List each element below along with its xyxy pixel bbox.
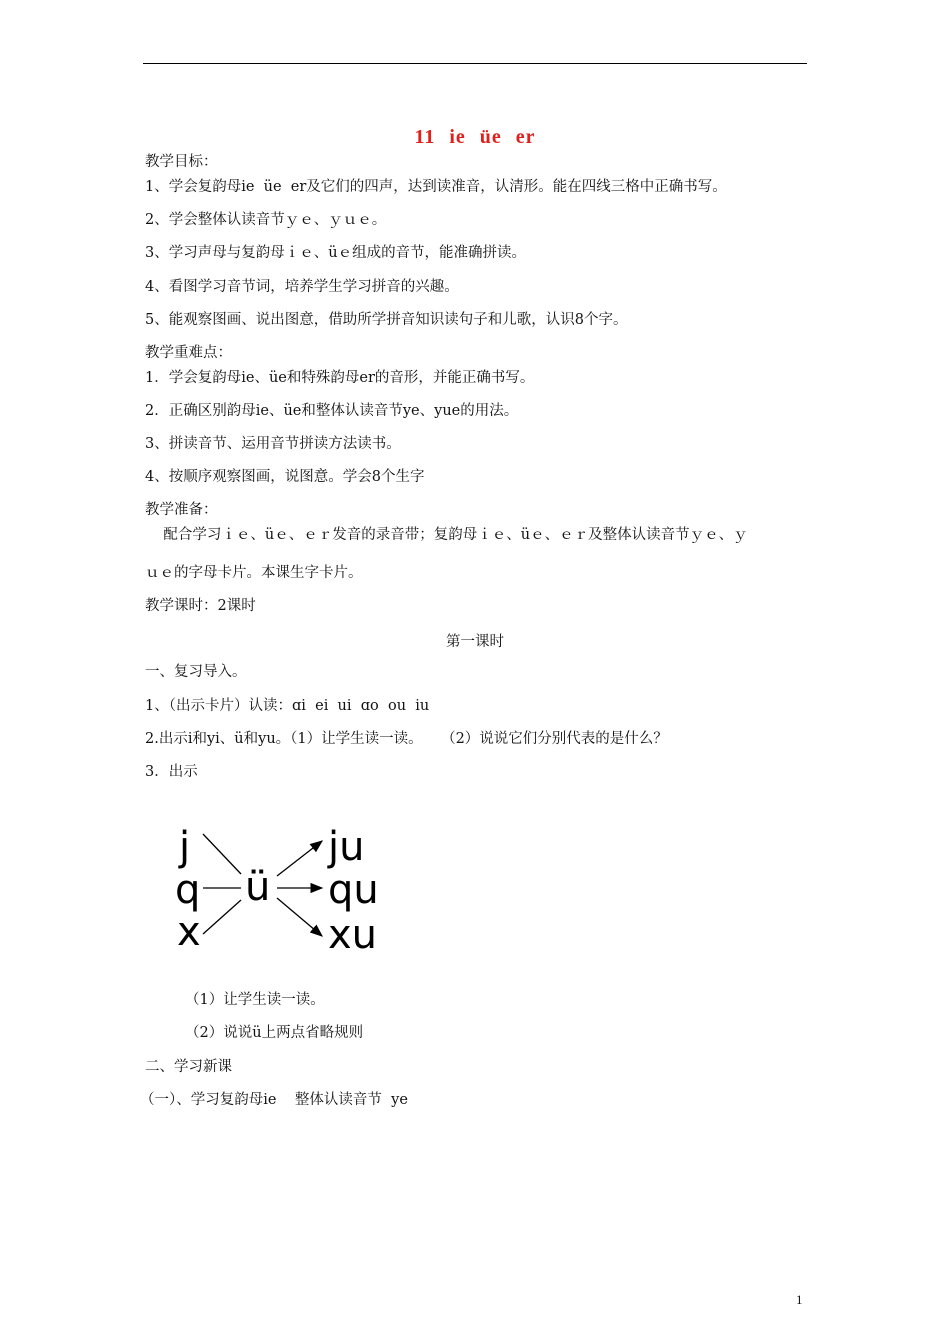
periods: 教学课时：2课时	[145, 598, 256, 614]
goal-item: 4、看图学习音节词，培养学生学习拼音的兴趣。	[145, 279, 459, 295]
preparation-heading: 教学准备：	[145, 502, 218, 518]
goals-heading: 教学目标：	[145, 154, 218, 170]
diagram-right-syllable: qu	[328, 867, 379, 913]
key-point-item: 2．正确区别韵母ie、üe和整体认读音节ye、yue的用法。	[145, 403, 519, 419]
section1-step: 1、（出示卡片）认读：ɑi ei ui ɑo ou iu	[145, 698, 430, 714]
goal-item: 2、学会整体认读音节ｙｅ、ｙｕｅ。	[145, 212, 387, 228]
arrow-icon	[277, 841, 322, 876]
sub-step: （2）说说ü上两点省略规则	[185, 1025, 364, 1041]
key-points-heading: 教学重难点：	[145, 345, 232, 361]
key-point-item: 3、拼读音节、运用音节拼读方法读书。	[145, 436, 401, 452]
key-point-item: 4、按顺序观察图画，说图意。学会8个生字	[145, 469, 425, 485]
diagram-left-letter: x	[177, 909, 201, 955]
arrow-icon	[277, 898, 322, 936]
goal-item: 5、能观察图画、说出图意，借助所学拼音知识读句子和儿歌，认识8个字。	[145, 312, 628, 328]
goal-item: 3、学习声母与复韵母ｉｅ、üｅ组成的音节，能准确拼读。	[145, 245, 527, 261]
section2-sub: （一）、学习复韵母ie 整体认读音节 ye	[140, 1092, 408, 1108]
section1-step: 3．出示	[145, 764, 198, 780]
page-number: 1	[796, 1292, 803, 1307]
connector-line	[203, 900, 241, 934]
connector-line	[203, 834, 241, 874]
pinyin-diagram	[165, 808, 395, 958]
diagram-center-letter: ü	[245, 864, 271, 910]
section2-heading: 二、学习新课	[145, 1059, 232, 1075]
lesson-period-title: 第一课时	[446, 634, 504, 650]
header-rule	[143, 63, 807, 64]
diagram-left-letter: q	[175, 867, 201, 913]
diagram-right-syllable: ju	[328, 824, 365, 870]
section1-step: 2.出示i和yi、ü和yu。（1）让学生读一读。 （2）说说它们分别代表的是什么？	[145, 731, 668, 747]
preparation-text: ｕｅ的字母卡片。本课生字卡片。	[145, 565, 363, 581]
goal-item: 1、学会复韵母ie üe er及它们的四声，达到读准音，认清形。能在四线三格中正确书写。	[145, 179, 727, 195]
diagram-right-syllable: xu	[328, 912, 378, 958]
section1-heading: 一、复习导入。	[145, 664, 247, 680]
sub-step: （1）让学生读一读。	[185, 992, 325, 1008]
key-point-item: 1．学会复韵母ie、üe和特殊韵母er的音形，并能正确书写。	[145, 370, 535, 386]
diagram-left-letter: j	[179, 824, 191, 870]
lesson-title: 11 ie üe er	[414, 126, 536, 148]
preparation-text: 配合学习ｉｅ、üｅ、ｅｒ发音的录音带；复韵母ｉｅ、üｅ、ｅｒ及整体认读音节ｙｅ、ｙ	[145, 527, 748, 543]
